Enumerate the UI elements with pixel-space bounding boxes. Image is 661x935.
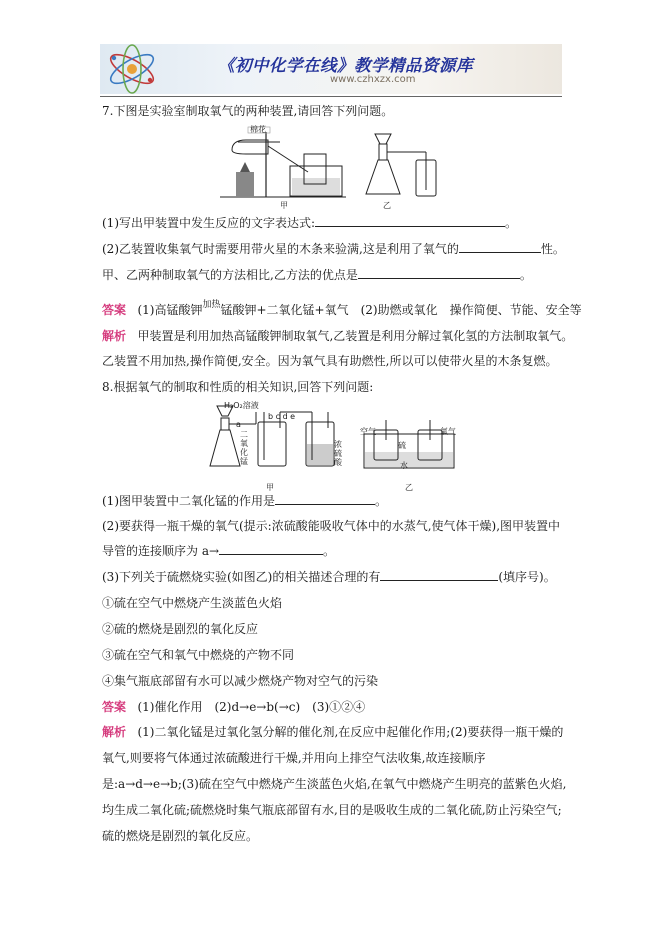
q7-part2-blank[interactable]: [459, 240, 541, 253]
header-divider: [100, 96, 562, 97]
q8-analysis-5: 硫的燃烧是剧烈的氧化反应。: [102, 829, 259, 843]
fig7-label-cotton: 棉花: [250, 125, 266, 134]
q7-part3-text: 甲、乙两种制取氧气的方法相比,乙方法的优点是: [102, 268, 358, 282]
q7-part1-text: (1)写出甲装置中发生反应的文字表达式:: [102, 216, 316, 230]
q8-part3: [102, 568, 556, 585]
q8-analysis-tag: 解析: [102, 725, 127, 739]
fig8-label-water: 水: [400, 461, 408, 470]
q7-answer-part-b: 锰酸钾+二氧化锰+氧气 (2)助燃或氧化 操作简便、节能、安全等: [220, 303, 582, 317]
fig8-label-h2o2: H₂O₂溶液: [224, 401, 259, 410]
q7-part2-text: (2)乙装置收集氧气时需要用带火星的木条来验满,这是利用了氧气的: [102, 242, 459, 256]
q8-part2b-end: 。: [323, 544, 336, 558]
q7-answer-heat: 加热: [202, 300, 221, 310]
q8-part1-end: 。: [375, 494, 388, 508]
fig7-label-yi: 乙: [383, 201, 391, 210]
fig8-label-oxygen: 氧气: [440, 427, 456, 436]
fig8-label-mno2: 二氧化锰: [240, 430, 248, 466]
fig8-label-sulfur: 硫: [398, 441, 406, 450]
fig8-label-jia: 甲: [266, 483, 274, 492]
q8-part3-text: (3)下列关于硫燃烧实验(如图乙)的相关描述合理的有: [102, 570, 381, 584]
fig8-label-air: 空气: [360, 427, 376, 436]
q8-option-2: ②硫的燃烧是剧烈的氧化反应: [102, 622, 259, 636]
q7-part3: [102, 266, 532, 283]
q8-analysis-2: 氧气,则要将气体通过浓硫酸进行干燥,并用向上排空气法收集,故连接顺序: [102, 751, 486, 765]
q8-option-4: ④集气瓶底部留有水可以减少燃烧产物对空气的污染: [102, 674, 379, 688]
q7-part3-blank[interactable]: [358, 266, 520, 279]
q7-answer: [102, 302, 582, 320]
header-banner: [100, 44, 562, 100]
q8-stem: 8.根据氧气的制取和性质的相关知识,回答下列问题:: [102, 380, 374, 394]
fig8-label-ports: b c d e: [268, 412, 296, 421]
q8-part2b: [102, 542, 335, 559]
q7-part2: [102, 240, 565, 257]
q7-part1-blank[interactable]: [315, 214, 505, 227]
q8-part1-text: (1)图甲装置中二氧化锰的作用是: [102, 494, 275, 508]
fig8-label-yi: 乙: [405, 483, 413, 492]
q7-analysis-1: [102, 328, 573, 344]
q8-part2-blank[interactable]: [219, 542, 323, 555]
q8-answer-tag: 答案: [102, 700, 127, 714]
q7-part2-end: 性。: [540, 242, 565, 256]
q7-answer-part-a: (1)高锰酸钾: [137, 303, 203, 317]
q8-analysis-4: 均生成二氧化硫;硫燃烧时集气瓶底部留有水,目的是吸收生成的二氧化硫,防止污染空气;: [102, 803, 562, 817]
q8-answer-text: (1)催化作用 (2)d→e→b(→c) (3)①②④: [137, 700, 366, 714]
banner-title: 《初中化学在线》教学精品资源库: [218, 56, 473, 75]
fig8-label-port-a: a: [236, 420, 241, 429]
q7-stem: 7.下图是实验室制取氧气的两种装置,请回答下列问题。: [102, 104, 394, 118]
fig7-label-jia: 甲: [280, 201, 288, 210]
q8-option-3: ③硫在空气和氧气中燃烧的产物不同: [102, 648, 295, 662]
q7-part1-end: 。: [505, 216, 518, 230]
q7-analysis-tag: 解析: [102, 329, 127, 343]
q8-part3-end: (填序号)。: [498, 570, 556, 584]
q8-analysis-1: [102, 724, 563, 740]
q8-part3-blank[interactable]: [380, 568, 498, 581]
q8-part2a: (2)要获得一瓶干燥的氧气(提示:浓硫酸能吸收气体中的水蒸气,使气体干燥),图甲装置中: [102, 519, 561, 533]
banner-url: www.czhxzx.com: [330, 74, 416, 85]
q8-answer: [102, 699, 365, 715]
q8-analysis-3: 是:a→d→e→b;(3)硫在空气中燃烧产生淡蓝色火焰,在氧气中燃烧产生明亮的蓝紫色火焰,: [102, 777, 567, 791]
q7-part3-end: 。: [519, 268, 532, 282]
q8-part1: [102, 492, 387, 509]
q7-analysis-text-1: 甲装置是利用加热高锰酸钾制取氧气,乙装置是利用分解过氧化氢的方法制取氧气。: [137, 329, 574, 343]
atom-logo-icon: [104, 42, 160, 96]
fig8-label-acid: 浓硫酸: [334, 440, 342, 467]
q7-analysis-2: 乙装置不用加热,操作简便,安全。因为氧气具有助燃性,所以可以使带火星的木条复燃。: [102, 354, 558, 368]
q8-analysis-text-1: (1)二氧化锰是过氧化氢分解的催化剂,在反应中起催化作用;(2)要获得一瓶干燥的: [137, 725, 564, 739]
q8-option-1: ①硫在空气中燃烧产生淡蓝色火焰: [102, 596, 283, 610]
q7-answer-tag: 答案: [102, 303, 127, 317]
q8-part1-blank[interactable]: [275, 492, 375, 505]
q7-part1: [102, 214, 517, 231]
q8-part2b-text: 导管的连接顺序为 a→: [102, 544, 220, 558]
